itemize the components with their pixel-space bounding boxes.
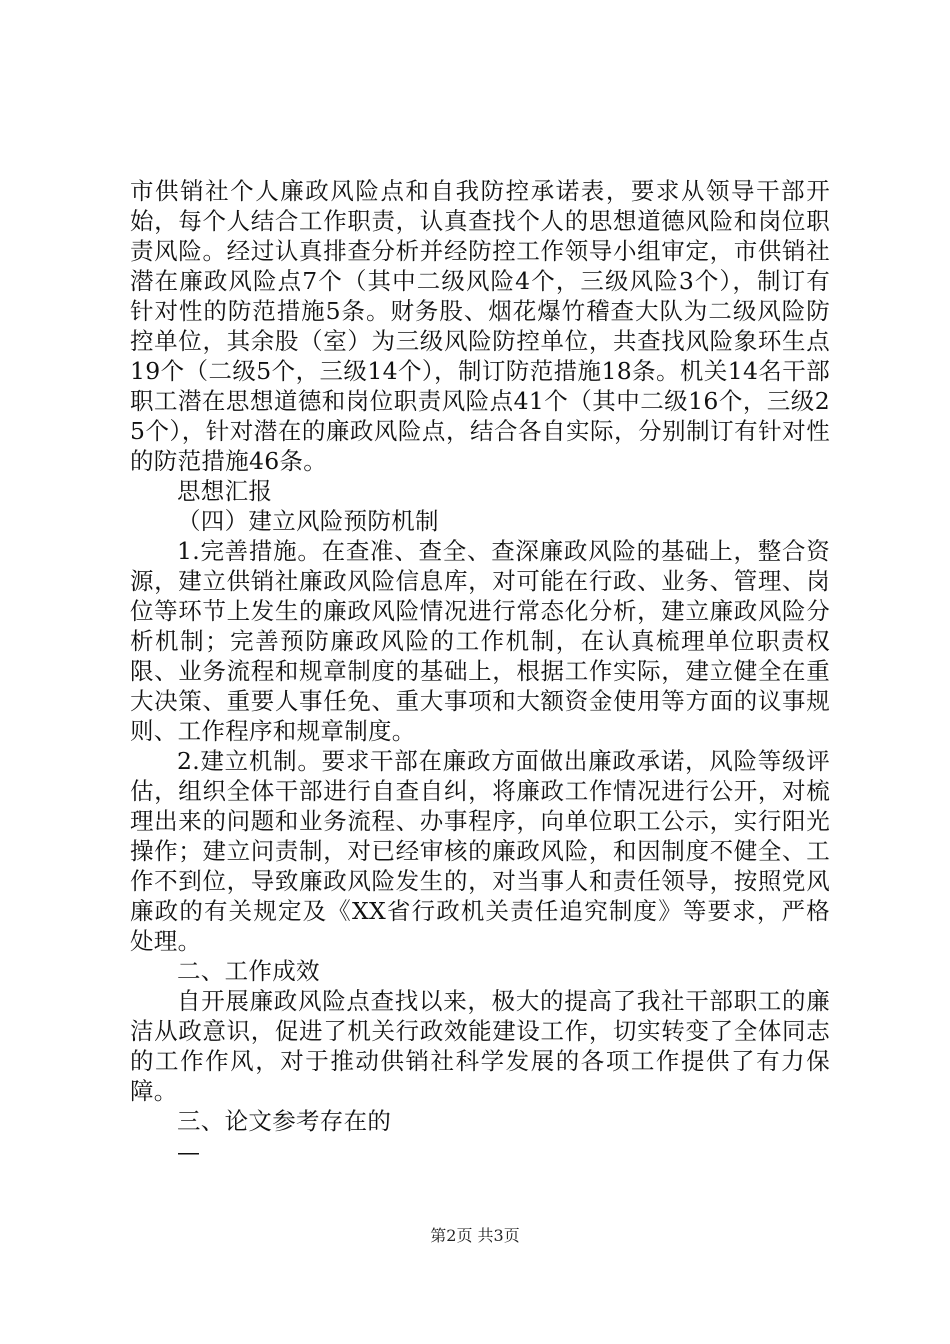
paragraph-work-results: 自开展廉政风险点查找以来，极大的提高了我社干部职工的廉洁从政意识，促进了机关行政效能建设工作，切实转变了全体同志的工作作风，对于推动供销社科学发展的各项工作提供了有力保障。 [130, 987, 830, 1105]
paragraph-establish-mechanism: 2.建立机制。要求干部在廉政方面做出廉政承诺，风险等级评估，组织全体干部进行自查自纠，将廉政工作情况进行公开，对梳理出来的问题和业务流程、办事程序，向单位职工公示，实行阳光操作；建立问责制，对已经审核的廉政风险，和因制度不健全、工作不到位，导致廉政风险发生的，对当事人和责任领导，按照党风廉政的有关规定及《XX省行政机关责任追究制度》等要求，严格处理。 [130, 747, 830, 955]
heading-existing-problems: 三、论文参考存在的 [177, 1107, 392, 1135]
heading-risk-prevention: （四）建立风险预防机制 [177, 507, 439, 535]
trailing-dash: — [177, 1140, 200, 1166]
heading-work-results: 二、工作成效 [177, 957, 320, 985]
paragraph-improve-measures: 1.完善措施。在查准、查全、查深廉政风险的基础上，整合资源，建立供销社廉政风险信息库，对可能在行政、业务、管理、岗位等环节上发生的廉政风险情况进行常态化分析，建立廉政风险分析机制；完善预防廉政风险的工作机制，在认真梳理单位职责权限、业务流程和规章制度的基础上，根据工作实际，建立健全在重大决策、重要人事任免、重大事项和大额资金使用等方面的议事规则、工作程序和规章制度。 [130, 537, 830, 745]
paragraph-thought-report: 思想汇报 [177, 477, 273, 505]
document-body [130, 176, 830, 1168]
paragraph-risk-points: 市供销社个人廉政风险点和自我防控承诺表，要求从领导干部开始，每个人结合工作职责，认真查找个人的思想道德风险和岗位职责风险。经过认真排查分析并经防控工作领导小组审定，市供销社潜在廉政风险点7个（其中二级风险4个，三级风险3个），制订有针对性的防范措施5条。财务股、烟花爆竹稽查大队为二级风险防控单位，其余股（室）为三级风险防控单位，共查找风险象环生点19个（二级5个，三级14个），制订防范措施18条。机关14名干部职工潜在思想道德和岗位职责风险点41个（其中二级16个，三级25个），针对潜在的廉政风险点，结合各自实际，分别制订有针对性的防范措施46条。 [130, 177, 830, 475]
page-number-footer: 第2页 共3页 [430, 1226, 520, 1245]
